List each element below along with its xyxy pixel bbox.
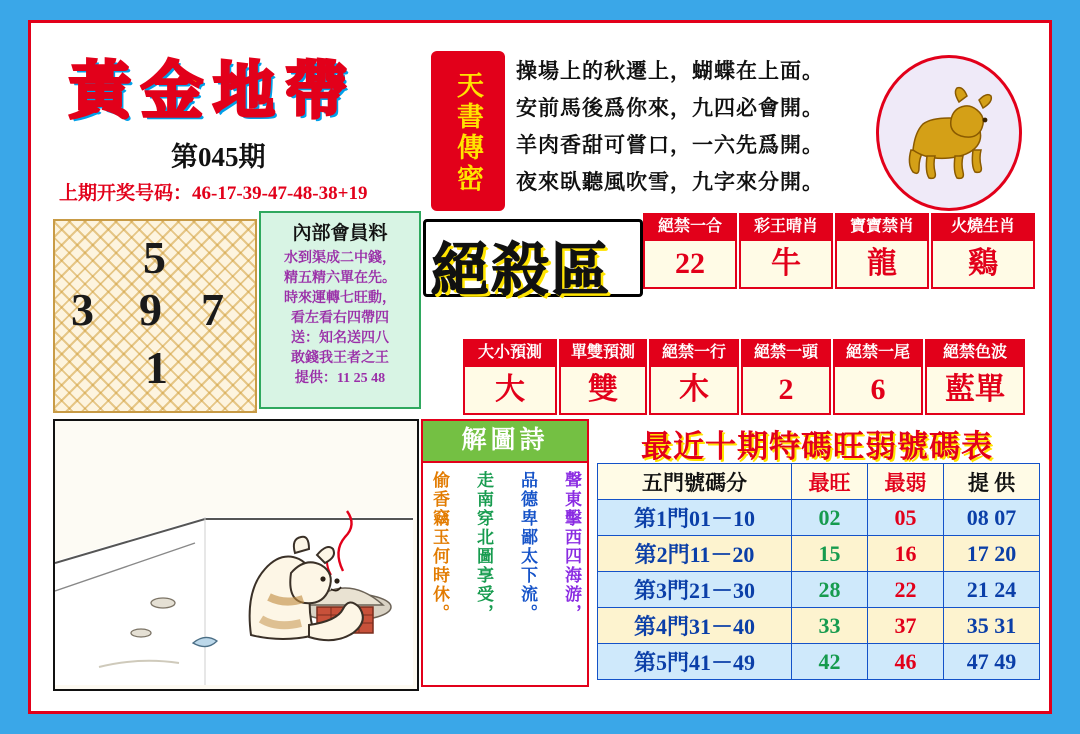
table-row [598, 536, 1040, 572]
lucky-number-3: 9 [139, 284, 162, 335]
lucky-number-4: 7 [201, 284, 224, 335]
member-line-1: 水到渠成二中錢， [284, 251, 396, 266]
jsq2-cell-2 [649, 339, 739, 415]
poem-line-4: 夜來臥聽風吹雪，九字來分開。 [516, 170, 824, 194]
dog-icon [893, 80, 1005, 184]
jsq2-cell-3-head: 絕禁一頭 [741, 339, 831, 367]
row-4-label: 第5門41－49 [598, 644, 792, 680]
jsq-cell-1-value: 牛 [739, 241, 833, 289]
tianshu-banner: 天書傳密 [431, 51, 505, 211]
table-header-row [598, 464, 1040, 500]
jsq-cell-2-head: 寶寶禁肖 [835, 213, 929, 241]
member-line-2: 精五精六單在先。 [284, 271, 396, 286]
zodiac-emblem [876, 55, 1022, 211]
jsq2-cell-1 [559, 339, 647, 415]
row-0-supply: 08 07 [944, 500, 1040, 536]
jsq-cell-1-head: 彩王晴肖 [739, 213, 833, 241]
lucky-number-5: 1 [145, 342, 168, 393]
jietushi-col-1: 聲東擊西四海游， [562, 471, 581, 623]
jsq-cell-3-value: 鷄 [931, 241, 1035, 289]
row-2-supply: 21 24 [944, 572, 1040, 608]
jsq2-cell-2-value: 木 [649, 367, 739, 415]
row-1-label: 第2門11－20 [598, 536, 792, 572]
jsq2-cell-4-value: 6 [833, 367, 923, 415]
jietushi-col-3: 走南穿北圖享受， [474, 471, 493, 623]
row-1-cold: 16 [868, 536, 944, 572]
lucky-number-1: 5 [143, 232, 166, 283]
member-line-5: 送：知名送四八 [291, 331, 389, 346]
illustration-panel [53, 419, 419, 691]
jsq-cell-0-value: 22 [643, 241, 737, 289]
row-2-hot: 28 [792, 572, 868, 608]
jsq2-cell-4 [833, 339, 923, 415]
member-box-title: 內部會員料 [292, 223, 388, 244]
th-category: 五門號碼分 [598, 464, 792, 500]
jsq2-cell-3 [741, 339, 831, 415]
jsq2-cell-0-value: 大 [463, 367, 557, 415]
row-0-hot: 02 [792, 500, 868, 536]
poem-line-2: 安前馬後爲你來，九四必會開。 [516, 96, 824, 120]
jsq2-cell-4-head: 絕禁一尾 [833, 339, 923, 367]
jsq2-cell-3-value: 2 [741, 367, 831, 415]
jsq2-cell-0 [463, 339, 557, 415]
table-row [598, 500, 1040, 536]
jsq-cell-0 [643, 213, 737, 289]
member-line-4: 看左看右四帶四 [291, 311, 389, 326]
jsq-cell-1 [739, 213, 833, 289]
member-info-box [259, 211, 421, 409]
jsq2-cell-5 [925, 339, 1025, 415]
row-4-supply: 47 49 [944, 644, 1040, 680]
row-4-hot: 42 [792, 644, 868, 680]
jsq-cell-2 [835, 213, 929, 289]
th-cold: 最弱 [868, 464, 944, 500]
row-3-label: 第4門31－40 [598, 608, 792, 644]
th-hot: 最旺 [792, 464, 868, 500]
jsq-cell-2-value: 龍 [835, 241, 929, 289]
hotcold-table-title: 最近十期特碼旺弱號碼表 [641, 429, 993, 464]
poem-line-3: 羊肉香甜可嘗口，一六先爲開。 [516, 133, 824, 157]
member-line-3: 時來運轉七旺動， [284, 291, 396, 306]
jietushi-columns [423, 463, 587, 679]
jietushi-col-2: 品德卑鄙太下流。 [518, 471, 537, 623]
jsq2-cell-2-head: 絕禁一行 [649, 339, 739, 367]
hotcold-table [597, 463, 1040, 680]
jsq2-cell-0-head: 大小預測 [463, 339, 557, 367]
table-row [598, 608, 1040, 644]
row-3-cold: 37 [868, 608, 944, 644]
jsq-cell-0-head: 絕禁一合 [643, 213, 737, 241]
member-line-6: 敢錢我王者之王 [291, 351, 389, 366]
table-row [598, 572, 1040, 608]
last-draw-numbers: 上期开奖号码：46-17-39-47-48-38+19 [59, 183, 368, 204]
jsq2-cell-1-head: 單雙預測 [559, 339, 647, 367]
row-2-cold: 22 [868, 572, 944, 608]
issue-number: 第045期 [171, 142, 266, 172]
row-2-label: 第3門21－30 [598, 572, 792, 608]
jsq2-cell-5-head: 絕禁色波 [925, 339, 1025, 367]
page-title: 黃金地帶 [69, 58, 358, 126]
jsq-cell-3 [931, 213, 1035, 289]
row-4-cold: 46 [868, 644, 944, 680]
member-box-lines [261, 247, 419, 389]
member-line-7: 提供：11 25 48 [294, 371, 386, 386]
jsq-cell-3-head: 火燒生肖 [931, 213, 1035, 241]
row-0-label: 第1門01－10 [598, 500, 792, 536]
dog-illustration [55, 421, 413, 685]
poem-block [516, 53, 861, 201]
jsq2-cell-5-value: 藍單 [925, 367, 1025, 415]
table-row [598, 644, 1040, 680]
jsq2-cell-1-value: 雙 [559, 367, 647, 415]
row-0-cold: 05 [868, 500, 944, 536]
jietushi-panel [421, 419, 589, 687]
jietushi-title: 解圖詩 [423, 421, 587, 463]
poem-line-1: 操場上的秋遷上，蝴蝶在上面。 [516, 59, 824, 83]
lucky-number-2: 3 [71, 284, 94, 335]
jietushi-col-4: 偷香竊玉何時休。 [430, 471, 449, 623]
poster-sheet [28, 20, 1052, 714]
row-1-supply: 17 20 [944, 536, 1040, 572]
lucky-number-box [53, 219, 257, 413]
jueshaqu-title: 絕殺區 [431, 238, 612, 303]
row-3-hot: 33 [792, 608, 868, 644]
th-supply: 提 供 [944, 464, 1040, 500]
row-1-hot: 15 [792, 536, 868, 572]
row-3-supply: 35 31 [944, 608, 1040, 644]
